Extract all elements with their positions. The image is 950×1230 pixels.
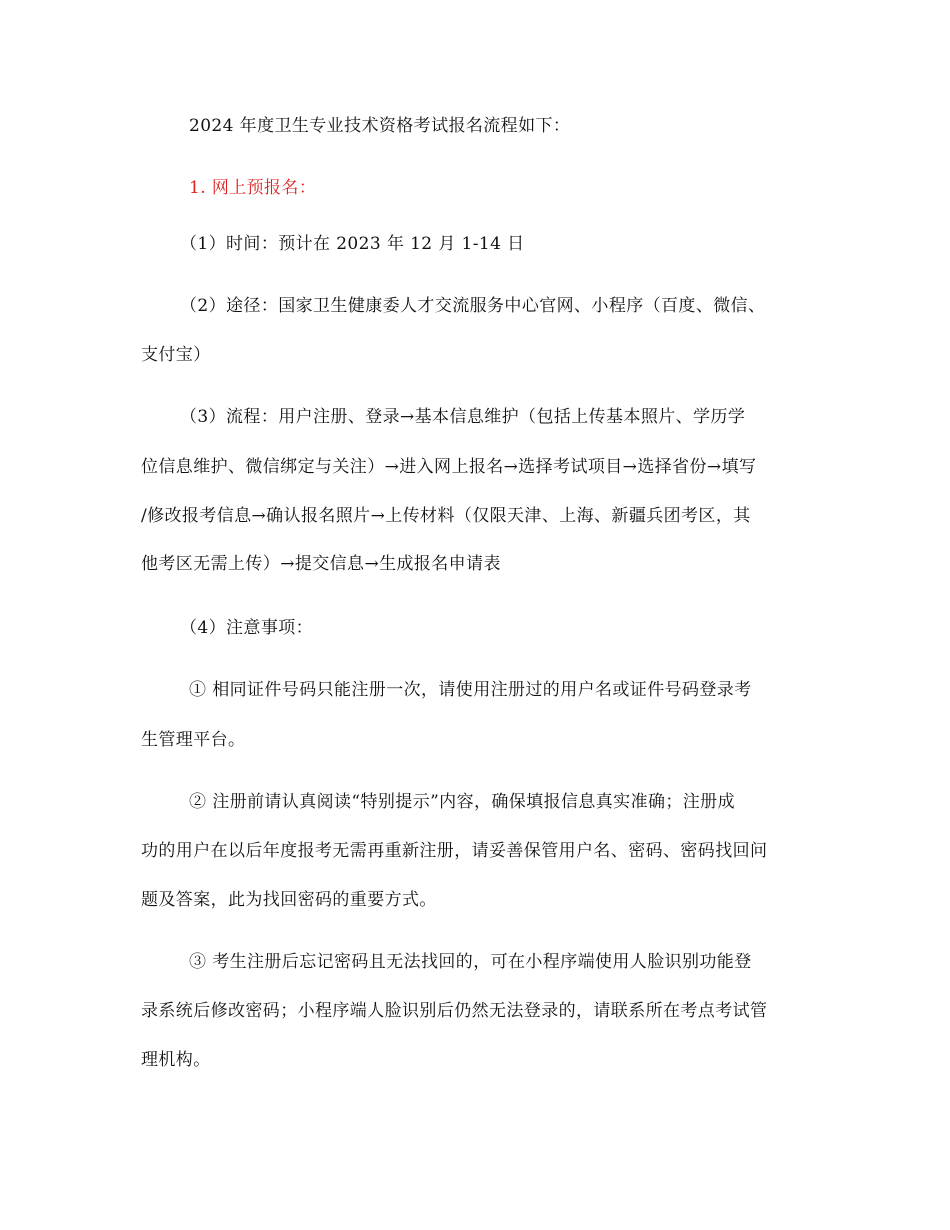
process-item-line-2: 位信息维护、微信绑定与关注）→进入网上报名→选择考试项目→选择省份→填写 [141,457,757,477]
process-item-line-3: /修改报考信息→确认报名照片→上传材料（仅限天津、上海、新疆兵团考区，其 [141,506,751,526]
channel-item-line-1: （2）途径：国家卫生健康委人才交流服务中心官网、小程序（百度、微信、 [180,296,766,316]
process-item-line-4: 他考区无需上传）→提交信息→生成报名申请表 [141,554,501,574]
note-2-line-1: ② 注册前请认真阅读“特别提示”内容，确保填报信息真实准确；注册成 [189,792,735,812]
channel-item-line-2: 支付宝） [141,345,211,365]
intro-text: 2024 年度卫生专业技术资格考试报名流程如下： [189,116,571,136]
note-2-line-3: 题及答案，此为找回密码的重要方式。 [141,890,437,910]
note-1-line-2: 生管理平台。 [141,730,246,750]
note-3-line-2: 录系统后修改密码；小程序端人脸识别后仍然无法登录的，请联系所在考点考试管 [141,1001,768,1021]
section-heading: 1. 网上预报名： [189,178,317,198]
process-item-line-1: （3）流程：用户注册、登录→基本信息维护（包括上传基本照片、学历学 [180,407,746,427]
time-item: （1）时间：预计在 2023 年 12 月 1-14 日 [180,234,525,254]
notes-heading: （4）注意事项： [180,618,314,638]
note-2-line-2: 功的用户在以后年度报考无需再重新注册，请妥善保管用户名、密码、密码找回问 [141,841,768,861]
note-3-line-3: 理机构。 [141,1050,211,1070]
note-3-line-1: ③ 考生注册后忘记密码且无法找回的，可在小程序端使用人脸识别功能登 [189,952,752,972]
note-1-line-1: ① 相同证件号码只能注册一次，请使用注册过的用户名或证件号码登录考 [189,680,752,700]
